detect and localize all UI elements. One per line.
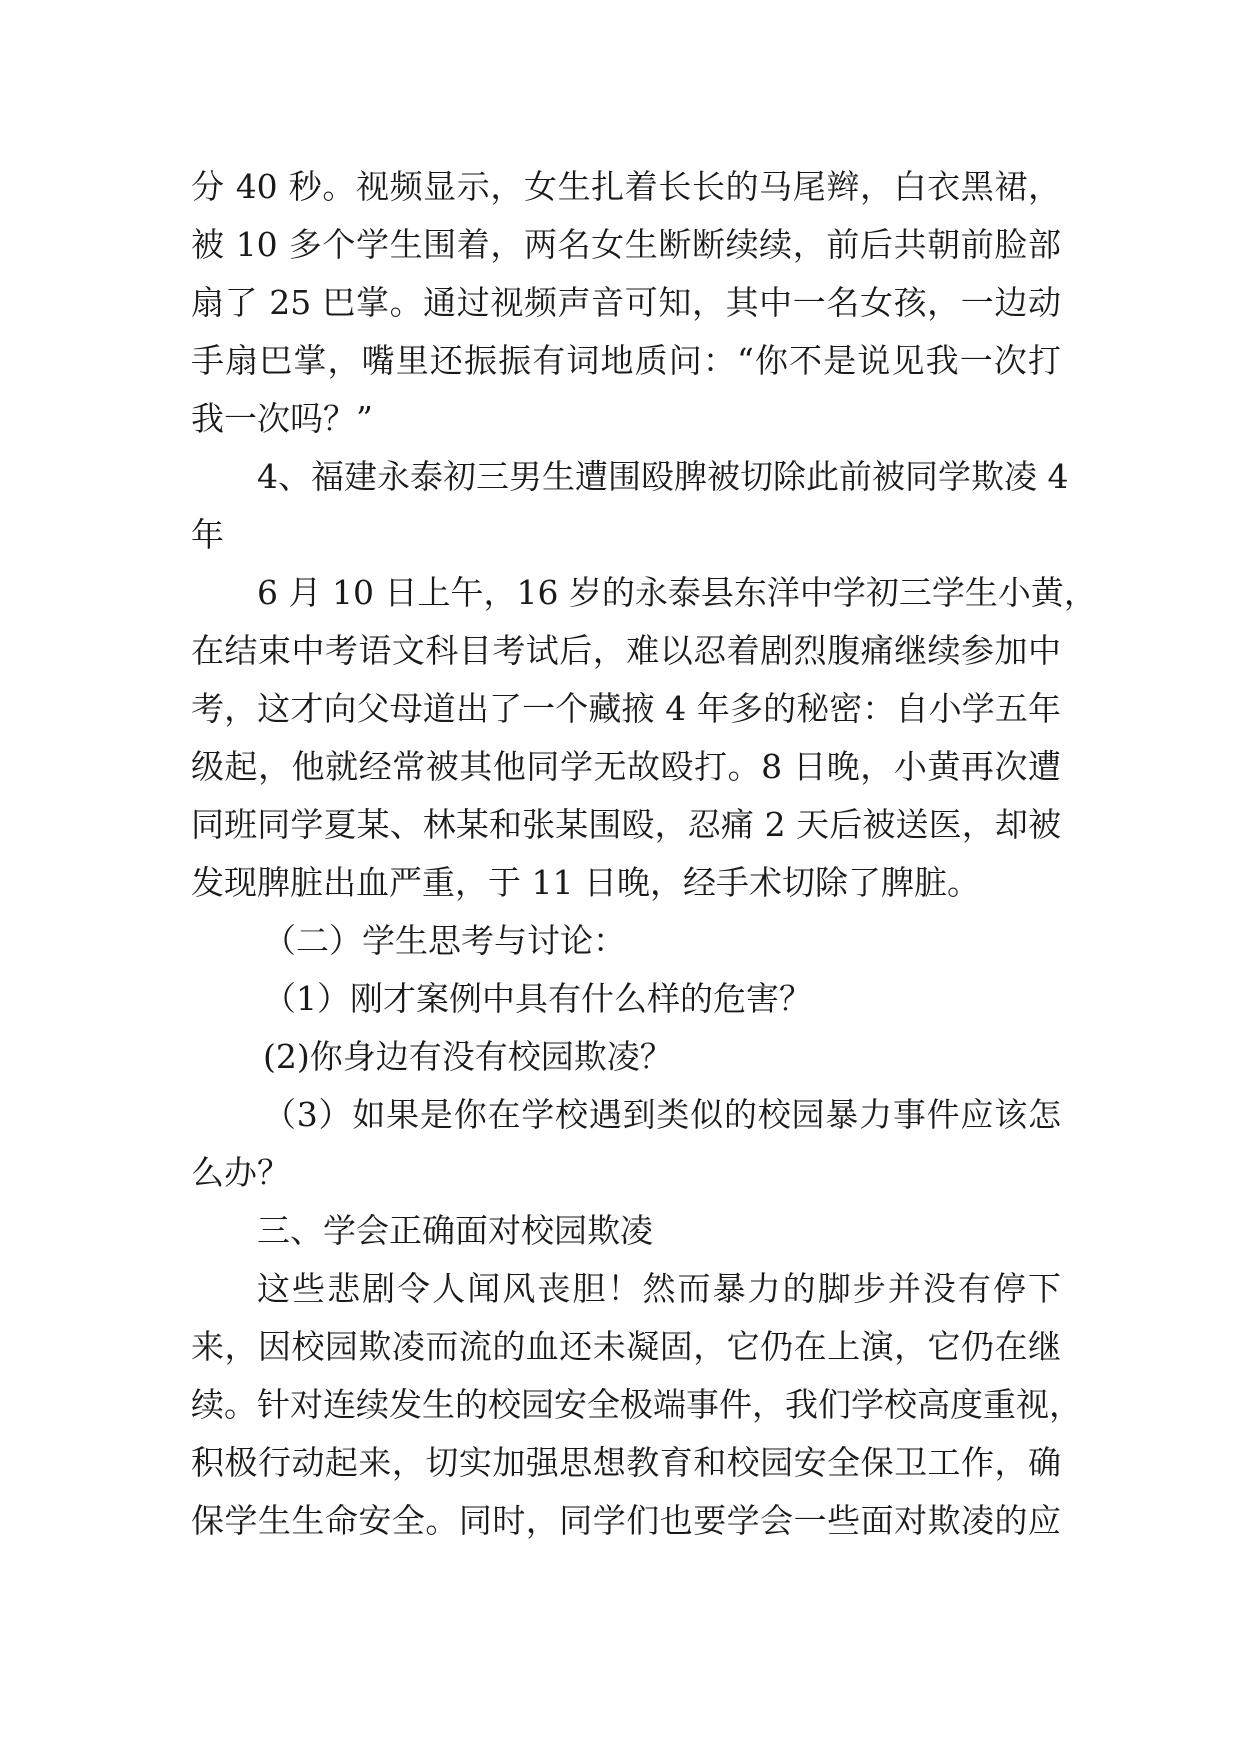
text-line: 手扇巴掌，嘴里还振振有词地质问：“你不是说见我一次打 [191,341,1061,380]
paragraph-case-4 [191,564,1097,912]
text-line: 在结束中考语文科目考试后，难以忍着剧烈腹痛继续参加中 [191,631,1061,670]
paragraph-section-3 [191,1260,1082,1550]
text-line: 年 [191,515,224,554]
text-line: 积极行动起来，切实加强思想教育和校园安全保卫工作，确 [191,1443,1061,1482]
text-line: 我一次吗？” [191,399,373,438]
question-2: (2)你身边有没有校园欺凌？ [263,1037,673,1076]
text-line: 分 40 秒。视频显示，女生扎着长长的马尾辫，白衣黑裙， [191,167,1061,206]
text-line: 被 10 多个学生围着，两名女生断断续续，前后共朝前脸部 [191,225,1061,264]
text-line: （3）如果是你在学校遇到类似的校园暴力事件应该怎 [263,1095,1061,1134]
text-line: 同班同学夏某、林某和张某围殴，忍痛 2 天后被送医，却被 [191,805,1061,844]
text-line: 考，这才向父母道出了一个藏掖 4 年多的秘密：自小学五年 [191,689,1061,728]
text-line: 这些悲剧令人闻风丧胆！然而暴力的脚步并没有停下 [257,1269,1061,1308]
paragraph-video-description [191,158,1061,448]
case-heading-4 [191,448,1069,564]
text-line: 续。针对连续发生的校园安全极端事件，我们学校高度重视， [191,1385,1082,1424]
text-line: 来，因校园欺凌而流的血还未凝固，它仍在上演，它仍在继 [191,1327,1061,1366]
question-1: （1）刚才案例中具有什么样的危害？ [263,979,812,1018]
question-3 [191,1086,1061,1202]
document-body [191,158,1097,1550]
section-3-heading: 三、学会正确面对校园欺凌 [257,1211,653,1250]
text-line: 么办？ [191,1153,290,1192]
discussion-heading: （二）学生思考与讨论： [263,921,626,960]
text-line: 4、福建永泰初三男生遭围殴脾被切除此前被同学欺凌 4 [257,457,1069,496]
text-line: 级起，他就经常被其他同学无故殴打。8 日晚，小黄再次遭 [191,747,1061,786]
text-line: 保学生生命安全。同时，同学们也要学会一些面对欺凌的应 [191,1501,1061,1540]
text-line: 发现脾脏出血严重，于 11 日晚，经手术切除了脾脏。 [191,863,980,902]
text-line: 扇了 25 巴掌。通过视频声音可知，其中一名女孩，一边动 [191,283,1061,322]
text-line: 6 月 10 日上午，16 岁的永泰县东洋中学初三学生小黄， [257,573,1097,612]
